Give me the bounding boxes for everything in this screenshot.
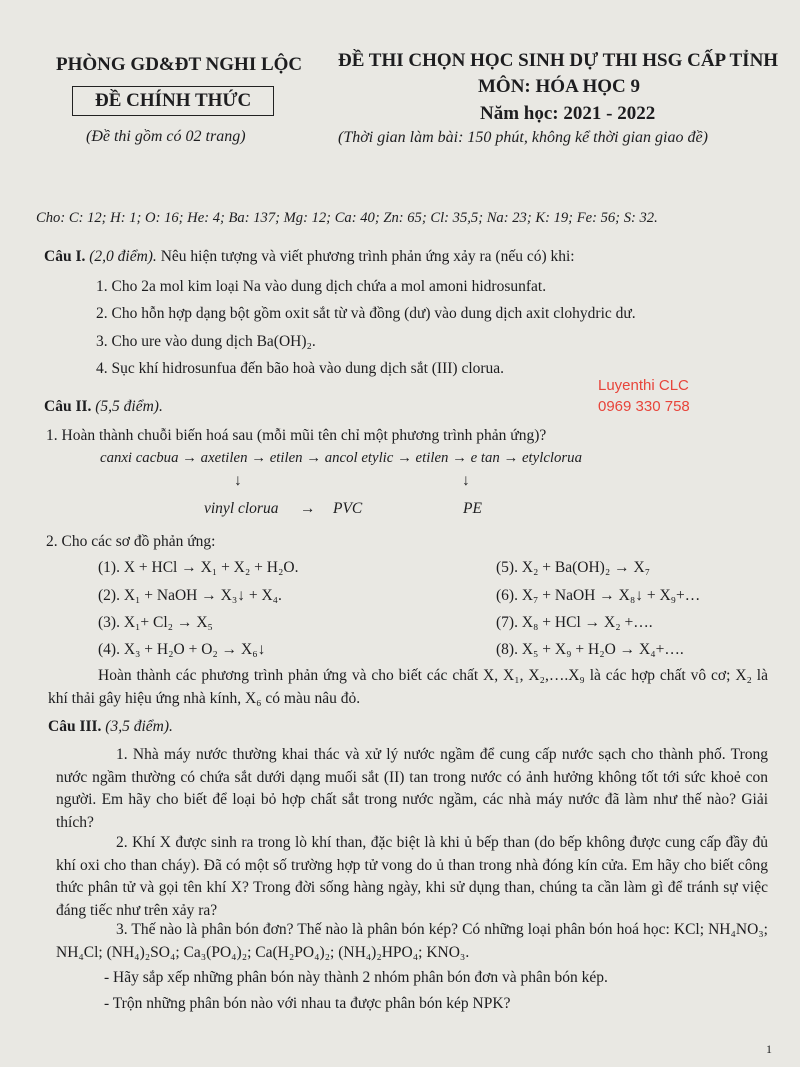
pe: PE [463,500,482,517]
q2-part-1: 1. Hoàn thành chuỗi biến hoá sau (mỗi mũi tên chỉ một phương trình phản ứng)? [46,427,547,444]
department-name: PHÒNG GD&ĐT NGHI LỘC [56,54,303,75]
q2-note: Hoàn thành các phương trình phản ứng và cho biết các chất X, X₁, X₂,….X₉ là các hợp chất vô cơ; X₂ là khí thải gây hiệu ứng nhà kính, X₆ có màu nâu đỏ. [48,667,768,707]
reaction-chain: canxi cacbua → axetilen → etilen → ancol etylic → etilen → e tan → etylclorua [100,450,582,466]
reaction-8: (8). X₅ + X₉ + H₂O → X₄+…. [496,641,684,658]
pvc-arrow: → [300,500,316,517]
q3-paragraph-1: 1. Nhà máy nước thường khai thác và xử lý nước ngầm để cung cấp nước sạch cho thành phố. Trong nước ngầm thường có chứa sắt dưới dạng muối sắt (II) tan trong nước có ảnh hưởng không tốt tới sức khoẻ con người. Em hãy cho biết để loại bỏ hợp chất sắt trong nước ngầm, các nhà máy nước đã làm như thế nào? Giải thích? [56,746,768,831]
time-note: (Thời gian làm bài: 150 phút, không kể thời gian giao đề) [338,129,708,146]
down-arrow-1: ↓ [234,472,242,489]
atomic-masses: Cho: C: 12; H: 1; O: 16; He: 4; Ba: 137; Mg: 12; Ca: 40; Zn: 65; Cl: 35,5; Na: 23; K: 19; Fe: 56; S: 32. [36,210,658,226]
school-year: Năm học: 2021 - 2022 [480,103,656,124]
question-2-heading: Câu II. (5,5 điểm). [44,398,163,415]
reaction-5: (5). X₂ + Ba(OH)₂ → X₇ [496,559,651,576]
q1-item-4: 4. Sục khí hidrosunfua đến bão hoà vào dung dịch sắt (III) clorua. [96,360,505,377]
vinyl-chloride: vinyl clorua [204,500,279,517]
reaction-6: (6). X₇ + NaOH → X₈↓ + X₉+… [496,587,701,604]
pages-note: (Đề thi gồm có 02 trang) [86,128,246,145]
watermark-name: Luyenthi CLC [598,377,689,394]
reaction-4: (4). X₃ + H₂O + O₂ → X₆↓ [98,641,266,658]
q3-paragraph-2: 2. Khí X được sinh ra trong lò khí than, đặc biệt là khi ủ bếp than (do bếp không được cung cấp đầy đủ khí oxi cho than cháy). Đã có một số trường hợp tử vong do ủ than trong nhà đóng kín cửa. Em hãy cho biết công thức phân tử và gọi tên khí X? Trong đời sống hàng ngày, khi sử dụng than, chúng ta cần làm gì để tránh sự việc đáng tiếc như trên xảy ra? [56,834,768,919]
reaction-7: (7). X₈ + HCl → X₂ +…. [496,614,653,631]
question-3-heading: Câu III. (3,5 điểm). [48,718,173,735]
exam-title: ĐỀ THI CHỌN HỌC SINH DỰ THI HSG CẤP TỈNH [338,50,779,71]
subject: MÔN: HÓA HỌC 9 [478,76,641,97]
official-label: ĐỀ CHÍNH THỨC [72,86,274,116]
reaction-2: (2). X₁ + NaOH → X₃↓ + X₄. [98,587,282,604]
down-arrow-2: ↓ [462,472,470,489]
q3-bullet-1: - Hãy sắp xếp những phân bón này thành 2 nhóm phân bón đơn và phân bón kép. [104,969,608,986]
question-1-heading: Câu I. (2,0 điểm). Nêu hiện tượng và viết phương trình phản ứng xảy ra (nếu có) khi: [44,248,575,265]
q1-item-3: 3. Cho ure vào dung dịch Ba(OH)₂. [96,333,316,350]
reaction-3: (3). X₁+ Cl₂ → X₅ [98,614,213,631]
page-number: 1 [766,1042,772,1056]
q3-paragraph-3: 3. Thế nào là phân bón đơn? Thế nào là phân bón kép? Có những loại phân bón hoá học: KCl; NH₄NO₃; NH₄Cl; (NH₄)₂SO₄; Ca₃(PO₄)₂; Ca(H₂PO₄)₂; (NH₄)₂HPO₄; KNO₃. [56,921,768,961]
watermark-phone: 0969 330 758 [598,398,690,415]
q2-part-2: 2. Cho các sơ đồ phản ứng: [46,533,216,550]
reaction-1: (1). X + HCl → X₁ + X₂ + H₂O. [98,559,299,576]
q3-bullet-2: - Trộn những phân bón nào với nhau ta được phân bón kép NPK? [104,995,511,1012]
q1-item-2: 2. Cho hỗn hợp dạng bột gồm oxit sắt từ và đồng (dư) vào dung dịch axit clohydric dư. [96,305,636,322]
pvc: PVC [333,500,363,517]
q1-item-1: 1. Cho 2a mol kim loại Na vào dung dịch chứa a mol amoni hidrosunfat. [96,278,547,295]
